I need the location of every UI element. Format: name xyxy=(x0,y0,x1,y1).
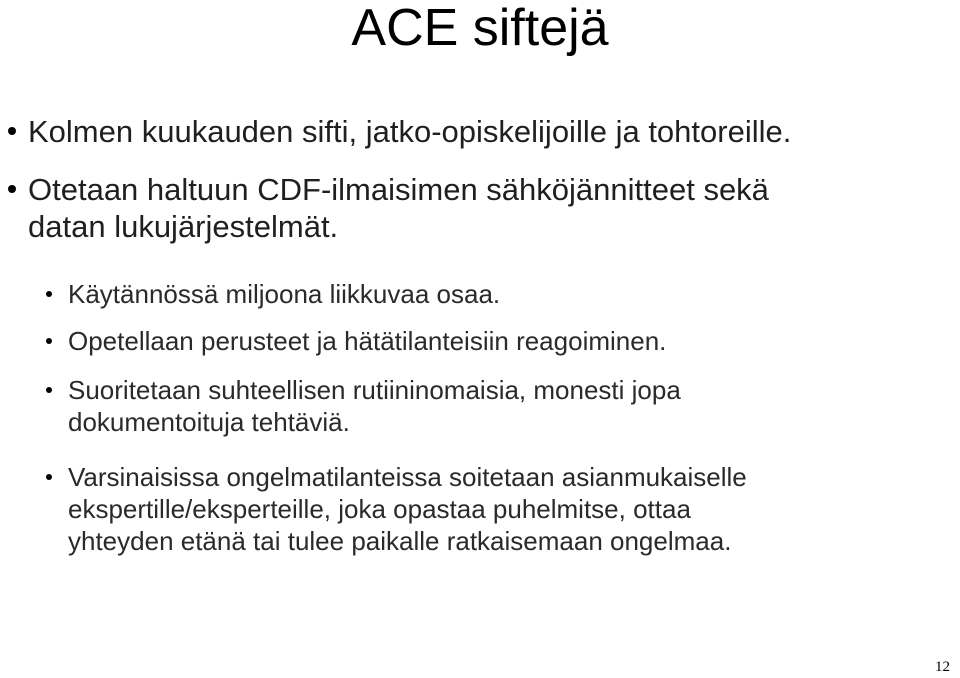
slide-title: ACE siftejä xyxy=(351,0,609,57)
bullet-dot-icon xyxy=(46,387,52,393)
sub-bullet-item-3 xyxy=(68,374,681,438)
bullet-dot-icon xyxy=(46,338,52,344)
sub-bullet-item-2 xyxy=(68,325,666,357)
bullet-text-line: Käytännössä miljoona liikkuvaa osaa. xyxy=(68,279,501,309)
sub-bullet-item-4 xyxy=(68,461,747,557)
bullet-dot-icon xyxy=(46,474,52,480)
page-number: 12 xyxy=(935,659,950,675)
bullet-dot-icon xyxy=(46,291,52,297)
bullet-dot-icon xyxy=(8,185,16,193)
bullet-text-line: Kolmen kuukauden sifti, jatko-opiskelijoille ja tohtoreille. xyxy=(28,114,792,149)
bullet-text-line: dokumentoituja tehtäviä. xyxy=(68,407,350,437)
bullet-item-1 xyxy=(28,113,791,150)
bullet-text-line: Opetellaan perusteet ja hätätilanteisiin reagoiminen. xyxy=(68,326,667,356)
bullet-text-line: Otetaan haltuun CDF-ilmaisimen sähköjännitteet sekä xyxy=(28,172,769,207)
bullet-text-line: yhteyden etänä tai tulee paikalle ratkaisemaan ongelmaa. xyxy=(68,526,732,556)
sub-bullet-item-1 xyxy=(68,278,500,310)
bullet-text-line: ekspertille/eksperteille, joka opastaa puhelmitse, ottaa xyxy=(68,494,691,524)
bullet-text-line: Suoritetaan suhteellisen rutiininomaisia, monesti jopa xyxy=(68,375,681,405)
bullet-text-line: datan lukujärjestelmät. xyxy=(28,209,339,244)
bullet-text-line: Varsinaisissa ongelmatilanteissa soitetaan asianmukaiselle xyxy=(68,462,747,492)
bullet-item-2 xyxy=(28,171,769,245)
bullet-dot-icon xyxy=(8,127,16,135)
